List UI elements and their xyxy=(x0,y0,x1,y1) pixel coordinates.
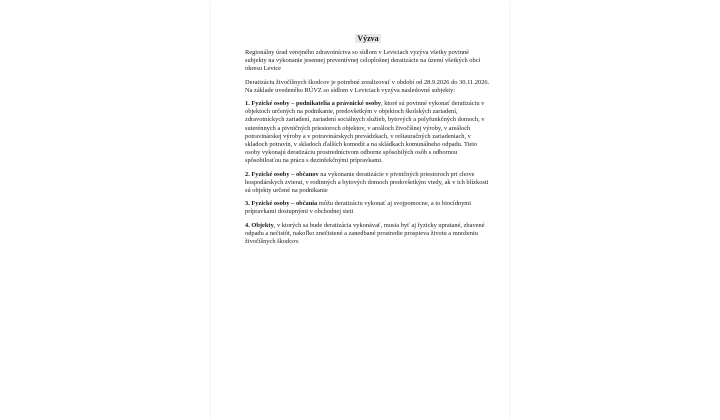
document-title-text: Výzva xyxy=(357,34,379,43)
schedule-paragraph: Deratizáciu živočíšnych škodcov je potrebné zrealizovať v období od 28.9.2026 do 30.11.2026. Na základe uvedeného RÚVZ so sídlom v Leviciach vyzýva nasledovné subjekty: xyxy=(245,78,490,94)
list-item-lead: 2. Fyzické osoby – občanov xyxy=(245,170,319,178)
list-item-lead: 1. Fyzické osoby – podnikatelia a právnické osoby xyxy=(245,100,381,108)
list-item xyxy=(245,200,491,216)
list-item-lead: 3. Fyzické osoby – občania xyxy=(245,200,318,208)
document-page xyxy=(211,0,509,420)
intro-paragraph: Regionálny úrad verejného zdravotníctva so sídlom v Leviciach vyzýva všetky povinné subjekty na vykonanie jesennej preventívnej celoplošnej deratizácie na území všetkých obcí okresu Levice xyxy=(245,49,481,73)
list-item-lead: 4. Objekty xyxy=(245,221,274,229)
list-item xyxy=(245,222,491,247)
document-body xyxy=(245,34,491,251)
document-title xyxy=(245,34,491,44)
list-item xyxy=(245,100,491,166)
list-item-text: na vykonanie deratizácie v pivničných priestoroch pri chove hospodárskych zvierat, v rodinných a bytových domoch predovšetkým vtedy, ak v ich blízkosti sú objekty určené na podnikanie xyxy=(245,170,489,195)
list-item-text: , ktoré sú povinné vykonať deratizáciu v objektoch určených na podnikanie, predovšetkým v objektoch školských zariadení, zdravotníckych zariadení, zariadení sociálnych služieb, bytových a polyfunkčných domoch, v suterénnych a pivničných priestoroch objektov, v areáloch živočíšnej výroby, v areáloch potravinárskej výroby a v potravinárskych prevádzkach, v reštauračných zariadeniach, v skladoch potravín, v skladoch ďalších komodít a na skládkach komunálneho odpadu. Tieto osoby vykonajú deratizáciu prostredníctvom odborne spôsobilých osôb s odbornou spôsobilosťou na prácu s dezinfekčnými prípravkami. xyxy=(245,100,485,165)
list-item xyxy=(245,171,491,196)
list-item-text: , v ktorých sa bude deratizácia vykonávať, musia byť aj fyzicky upratané, zbavené odpadu a nečistôt, nakoľko znečistené a zanedbané prostredie prospieva životu a množeniu živočíšnych škodcov. xyxy=(245,221,485,246)
list-item-text: môžu deratizáciu vykonať aj svojpomocne, a to biocídnymi prípravkami dostupnými v obchodnej sieti xyxy=(245,200,472,216)
